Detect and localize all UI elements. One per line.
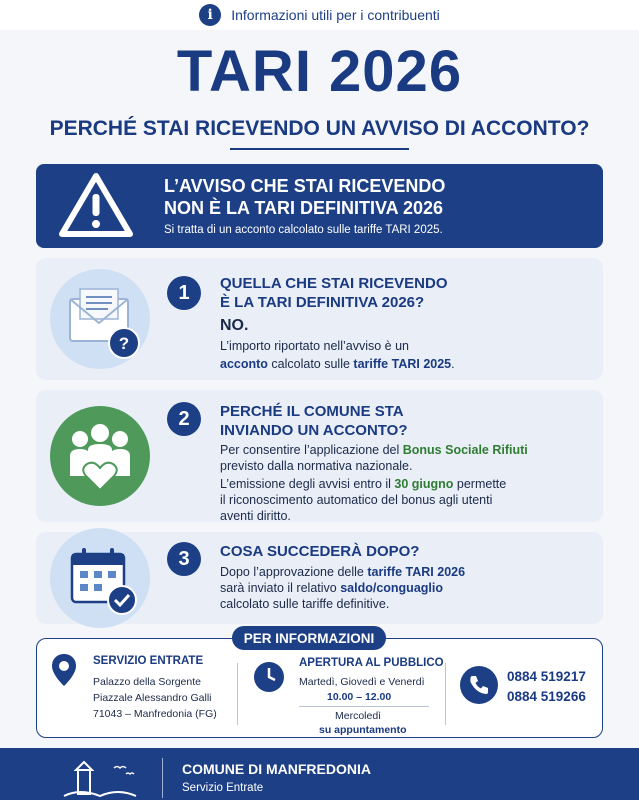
card-1-heading-line-2: È LA TARI DEFINITIVA 2026?: [220, 294, 425, 311]
faq-card-3: [36, 532, 603, 624]
card-1-text-line-1: L’importo riportato nell’avviso è un: [220, 339, 409, 353]
footer-service: Servizio Entrate: [182, 782, 264, 794]
card-1-answer: NO.: [220, 317, 249, 334]
calendar-check-icon: [50, 528, 150, 628]
page-subtitle: PERCHÉ STAI RICEVENDO UN AVVISO DI ACCONTO?: [49, 117, 590, 140]
hours-separator: [299, 706, 429, 707]
faq-card-2: [36, 390, 603, 522]
step-number-3: 3: [167, 542, 201, 576]
footer-municipality: COMUNE DI MANFREDONIA: [182, 761, 371, 777]
card-2-p2-line-1: L’emissione degli avvisi entro il 30 giugno permette: [220, 477, 507, 491]
municipality-logo-icon: [60, 756, 140, 800]
contact-info-box: [36, 638, 603, 738]
step-number-2: 2: [167, 402, 201, 436]
page-title: TARI 2026: [176, 39, 463, 104]
office-address-line-3: 71043 – Manfredonia (FG): [93, 708, 217, 720]
warning-icon: [58, 172, 134, 238]
subtitle-underline: [230, 148, 409, 150]
banner-line-1: L’AVVISO CHE STAI RICEVENDO: [164, 176, 446, 196]
phone-number-2: 0884 519266: [507, 689, 586, 704]
banner-line-2: NON È LA TARI DEFINITIVA 2026: [164, 198, 444, 218]
office-address-line-2: Piazzale Alessandro Galli: [93, 692, 212, 704]
office-title: SERVIZIO ENTRATE: [93, 655, 204, 667]
card-1-heading-line-1: QUELLA CHE STAI RICEVENDO: [220, 275, 448, 292]
card-3-text-line-3: calcolato sulle tariffe definitive.: [220, 597, 390, 611]
card-3-heading: COSA SUCCEDERÀ DOPO?: [220, 543, 420, 560]
card-2-p1-line-2: previsto dalla normativa nazionale.: [220, 459, 413, 473]
hours-wednesday-note: su appuntamento: [319, 724, 407, 736]
card-3-text-line-1: Dopo l’approvazione delle tariffe TARI 2026: [220, 565, 466, 579]
phone-number-1: 0884 519217: [507, 669, 586, 684]
card-1-text-line-2: acconto calcolato sulle tariffe TARI 2025.: [220, 357, 455, 371]
hours-days: Martedì, Giovedì e Venerdì: [299, 676, 425, 688]
card-2-p1-line-1: Per consentire l’applicazione del Bonus Sociale Rifiuti: [220, 443, 528, 457]
info-strip-text: Informazioni utili per i contribuenti: [231, 7, 440, 23]
warning-banner: [36, 164, 603, 248]
location-pin-icon: [51, 653, 77, 687]
info-divider-1: [237, 663, 238, 725]
hours-wednesday: Mercoledì: [335, 710, 382, 722]
office-address-line-1: Palazzo della Sorgente: [93, 676, 201, 688]
family-heart-icon: [50, 406, 150, 506]
phone-icon: [459, 665, 499, 705]
step-number-1: 1: [167, 276, 201, 310]
card-2-p2-line-3: aventi diritto.: [220, 509, 291, 523]
info-icon: i: [199, 4, 221, 26]
info-pill-label: PER INFORMAZIONI: [232, 626, 386, 650]
card-3-text-line-2: sarà inviato il relativo saldo/conguaglio: [220, 581, 443, 595]
banner-line-3: Si tratta di un acconto calcolato sulle tariffe TARI 2025.: [164, 224, 443, 236]
card-2-heading-line-1: PERCHÉ IL COMUNE STA: [220, 403, 404, 420]
clock-icon: [253, 661, 285, 693]
faq-card-1: [36, 258, 603, 380]
info-strip: [0, 0, 639, 30]
card-2-p2-line-2: il riconoscimento automatico del bonus agli utenti: [220, 493, 493, 507]
svg-text:?: ?: [118, 334, 130, 353]
card-2-heading-line-2: INVIANDO UN ACCONTO?: [220, 422, 408, 439]
footer: [0, 748, 639, 800]
hours-title: APERTURA AL PUBBLICO: [299, 657, 444, 669]
footer-separator: [162, 758, 163, 798]
hours-time: 10.00 – 12.00: [327, 691, 392, 703]
info-divider-2: [445, 663, 446, 725]
envelope-question-icon: [50, 269, 150, 369]
